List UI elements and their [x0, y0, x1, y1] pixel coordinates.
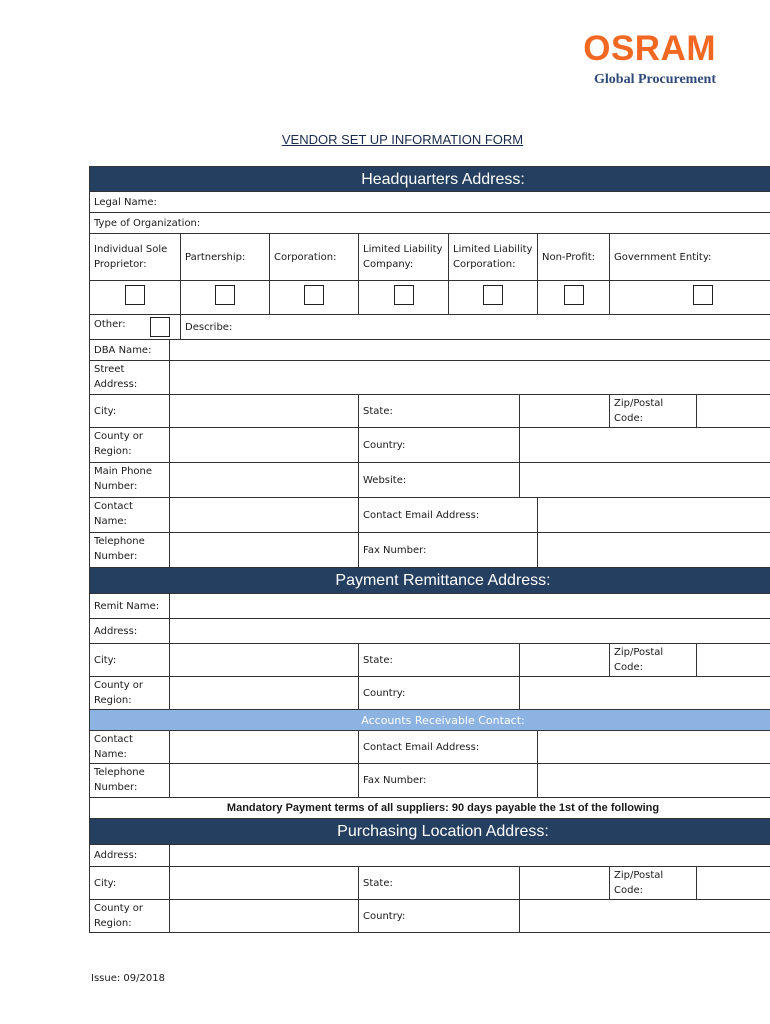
hq-state-input[interactable]: [520, 395, 610, 428]
main-phone-label: Main Phone Number:: [90, 463, 170, 498]
remit-name-label: Remit Name:: [90, 594, 170, 619]
street-address-label: Street Address:: [90, 361, 170, 395]
hq-county-label: County or Region:: [90, 428, 170, 463]
mandatory-terms: Mandatory Payment terms of all suppliers: 90 days payable the 1st of the following: [90, 798, 770, 819]
hq-state-label: State:: [359, 395, 520, 428]
org-government-label: Government Entity:: [610, 234, 770, 281]
remit-heading: Payment Remittance Address:: [90, 568, 770, 594]
remit-city-input[interactable]: [170, 644, 359, 677]
remit-country-label: Country:: [359, 677, 520, 710]
remit-name-input[interactable]: [170, 594, 770, 619]
remit-address-input[interactable]: [170, 619, 770, 644]
purchasing-zip-input[interactable]: [697, 867, 770, 900]
hq-city-label: City:: [90, 395, 170, 428]
hq-telephone-input[interactable]: [170, 533, 359, 568]
ar-heading: Accounts Receivable Contact:: [90, 710, 770, 731]
remit-state-label: State:: [359, 644, 520, 677]
org-llcorp-label: Limited Liability Corporation:: [449, 234, 538, 281]
ar-telephone-input[interactable]: [170, 764, 359, 798]
purchasing-address-input[interactable]: [170, 845, 770, 867]
purchasing-state-input[interactable]: [520, 867, 610, 900]
purchasing-country-input[interactable]: [520, 900, 770, 933]
hq-contact-email-label: Contact Email Address:: [359, 498, 538, 533]
purchasing-zip-label: Zip/Postal Code:: [610, 867, 697, 900]
purchasing-state-label: State:: [359, 867, 520, 900]
main-phone-input[interactable]: [170, 463, 359, 498]
dba-name-label: DBA Name:: [90, 340, 170, 361]
hq-contact-email-input[interactable]: [538, 498, 770, 533]
hq-country-input[interactable]: [520, 428, 770, 463]
remit-state-input[interactable]: [520, 644, 610, 677]
purchasing-address-label: Address:: [90, 845, 170, 867]
osram-logo: [583, 30, 716, 88]
purchasing-county-label: County or Region:: [90, 900, 170, 933]
checkbox-government[interactable]: [693, 285, 713, 305]
ar-contact-email-label: Contact Email Address:: [359, 731, 538, 764]
hq-heading: Headquarters Address:: [90, 167, 770, 192]
purchasing-county-input[interactable]: [170, 900, 359, 933]
hq-telephone-label: Telephone Number:: [90, 533, 170, 568]
org-llc-label: Limited Liability Company:: [359, 234, 449, 281]
purchasing-heading: Purchasing Location Address:: [90, 819, 770, 845]
website-input[interactable]: [520, 463, 770, 498]
ar-telephone-label: Telephone Number:: [90, 764, 170, 798]
ar-contact-name-input[interactable]: [170, 731, 359, 764]
remit-city-label: City:: [90, 644, 170, 677]
org-corporation-label: Corporation:: [270, 234, 359, 281]
form-title: VENDOR SET UP INFORMATION FORM: [281, 132, 524, 147]
checkbox-nonprofit[interactable]: [564, 285, 584, 305]
org-individual-label: Individual Sole Proprietor:: [90, 234, 181, 281]
hq-fax-label: Fax Number:: [359, 533, 538, 568]
website-label: Website:: [359, 463, 520, 498]
hq-country-label: Country:: [359, 428, 520, 463]
hq-county-input[interactable]: [170, 428, 359, 463]
remit-country-input[interactable]: [520, 677, 770, 710]
hq-zip-input[interactable]: [697, 395, 770, 428]
ar-fax-label: Fax Number:: [359, 764, 538, 798]
checkbox-corporation[interactable]: [304, 285, 324, 305]
purchasing-city-input[interactable]: [170, 867, 359, 900]
type-of-org-label: Type of Organization:: [90, 213, 770, 234]
logo-brand: OSRAM: [583, 29, 716, 68]
other-label: Other:: [94, 319, 126, 330]
hq-city-input[interactable]: [170, 395, 359, 428]
ar-fax-input[interactable]: [538, 764, 770, 798]
checkbox-other[interactable]: [150, 317, 170, 337]
street-address-input[interactable]: [170, 361, 770, 395]
remit-county-input[interactable]: [170, 677, 359, 710]
org-nonprofit-label: Non-Profit:: [538, 234, 610, 281]
purchasing-city-label: City:: [90, 867, 170, 900]
remit-zip-label: Zip/Postal Code:: [610, 644, 697, 677]
checkbox-llcorp[interactable]: [483, 285, 503, 305]
org-partnership-label: Partnership:: [181, 234, 270, 281]
legal-name-label: Legal Name:: [90, 192, 770, 213]
describe-label: Describe:: [185, 321, 233, 333]
ar-contact-email-input[interactable]: [538, 731, 770, 764]
checkbox-individual[interactable]: [125, 285, 145, 305]
checkbox-partnership[interactable]: [215, 285, 235, 305]
issue-date: Issue: 09/2018: [91, 973, 165, 984]
hq-fax-input[interactable]: [538, 533, 770, 568]
checkbox-llc[interactable]: [394, 285, 414, 305]
remit-county-label: County or Region:: [90, 677, 170, 710]
describe-field[interactable]: [181, 315, 770, 340]
remit-zip-input[interactable]: [697, 644, 770, 677]
purchasing-country-label: Country:: [359, 900, 520, 933]
hq-contact-name-input[interactable]: [170, 498, 359, 533]
ar-contact-name-label: Contact Name:: [90, 731, 170, 764]
remit-address-label: Address:: [90, 619, 170, 644]
vendor-form: [89, 166, 770, 933]
logo-subtitle: Global Procurement: [594, 72, 716, 87]
hq-contact-name-label: Contact Name:: [90, 498, 170, 533]
hq-zip-label: Zip/Postal Code:: [610, 395, 697, 428]
dba-name-input[interactable]: [170, 340, 770, 361]
